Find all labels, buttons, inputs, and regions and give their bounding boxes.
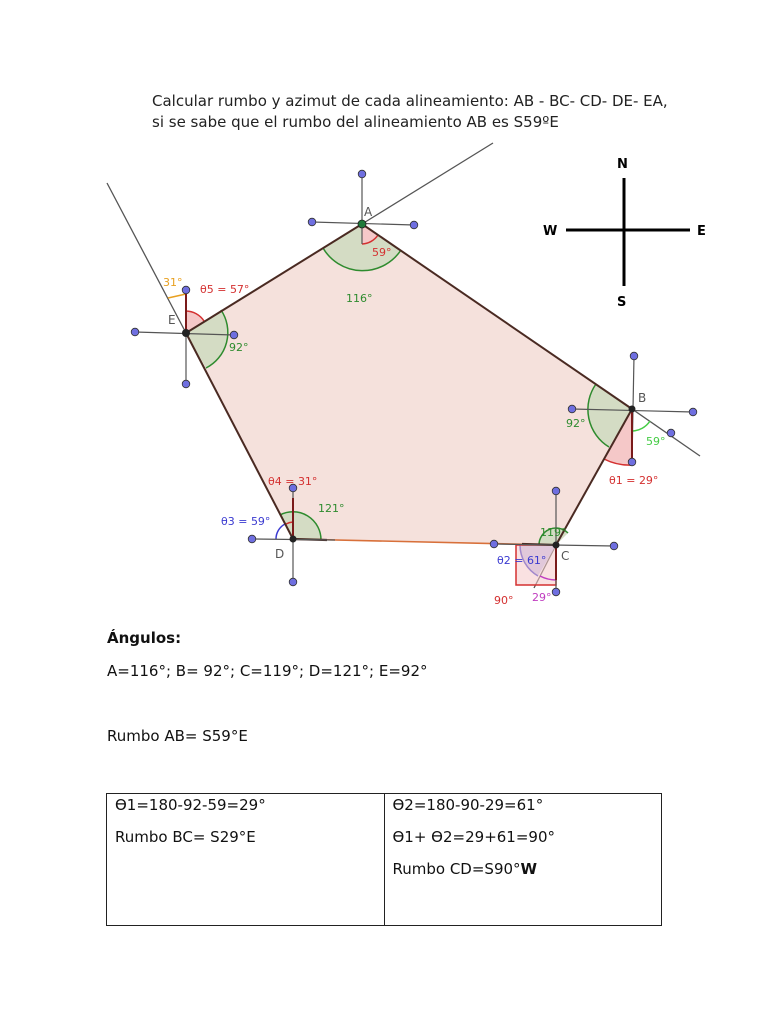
label-c-90: 90°	[494, 594, 514, 607]
rumbo-cd-prefix: Rumbo CD=S90°	[392, 860, 521, 878]
vertex-label-b: B	[638, 391, 647, 405]
compass-s: S	[617, 295, 627, 310]
rumbo-ab: Rumbo AB= S59°E	[107, 727, 248, 745]
calc-cell-right	[384, 794, 662, 926]
vertex-c[interactable]	[553, 542, 560, 549]
vertex-a[interactable]	[358, 220, 366, 228]
pentagon-fill	[186, 224, 632, 545]
compass-w: W	[543, 224, 558, 239]
label-b-59: 59°	[646, 435, 666, 448]
label-d-121: 121°	[318, 502, 345, 515]
theta1-calc: Ɵ1=180-92-59=29°	[115, 796, 266, 814]
label-a-116: 116°	[346, 292, 373, 305]
label-theta3: θ3 = 59°	[221, 515, 271, 528]
label-c-119: 119°	[540, 526, 567, 539]
vertex-label-a: A	[364, 205, 373, 219]
problem-statement: Calcular rumbo y azimut de cada alineamiento: AB - BC- CD- DE- EA, si se sabe que el rumbo del alineamiento AB es S59ºE	[152, 92, 668, 131]
angle-theta3-arc	[276, 524, 285, 539]
label-e-31: 31°	[163, 276, 183, 289]
compass-n: N	[617, 157, 628, 172]
angulos-list: A=116°; B= 92°; C=119°; D=121°; E=92°	[107, 662, 428, 680]
extension-line-b	[632, 409, 700, 456]
label-b-92: 92°	[566, 417, 586, 430]
theta2-calc: Ɵ2=180-90-29=61°	[392, 796, 544, 814]
rumbo-bc: Rumbo BC= S29°E	[115, 828, 256, 846]
label-e-92: 92°	[229, 341, 249, 354]
vertex-label-e: E	[168, 313, 176, 327]
vertex-label-c: C	[561, 549, 570, 563]
compass-rose	[566, 178, 690, 286]
vertex-d[interactable]	[290, 536, 297, 543]
rumbo-cd-direction: W	[520, 860, 538, 878]
label-theta1: θ1 = 29°	[609, 474, 659, 487]
calculation-table	[106, 793, 662, 926]
angle-e-31-mark	[168, 294, 186, 298]
label-theta2: θ2 = 61°	[497, 554, 547, 567]
label-theta5: θ5 = 57°	[200, 283, 250, 296]
vertex-e[interactable]	[182, 329, 190, 337]
vertex-b[interactable]	[629, 406, 636, 413]
extension-line-a	[362, 143, 493, 224]
rumbo-cd	[393, 860, 654, 879]
theta-sum: Ɵ1+ Ɵ2=29+61=90°	[392, 828, 556, 846]
compass-e: E	[697, 224, 706, 239]
angle-b-59-arc	[632, 421, 650, 431]
calc-cell-left	[107, 794, 385, 926]
label-a-59: 59°	[372, 246, 392, 259]
vertex-label-d: D	[275, 547, 285, 561]
extension-line-e	[107, 183, 186, 333]
label-theta4: θ4 = 31°	[268, 475, 318, 488]
label-c-29: 29°	[532, 591, 552, 604]
angulos-heading: Ángulos:	[107, 629, 182, 647]
